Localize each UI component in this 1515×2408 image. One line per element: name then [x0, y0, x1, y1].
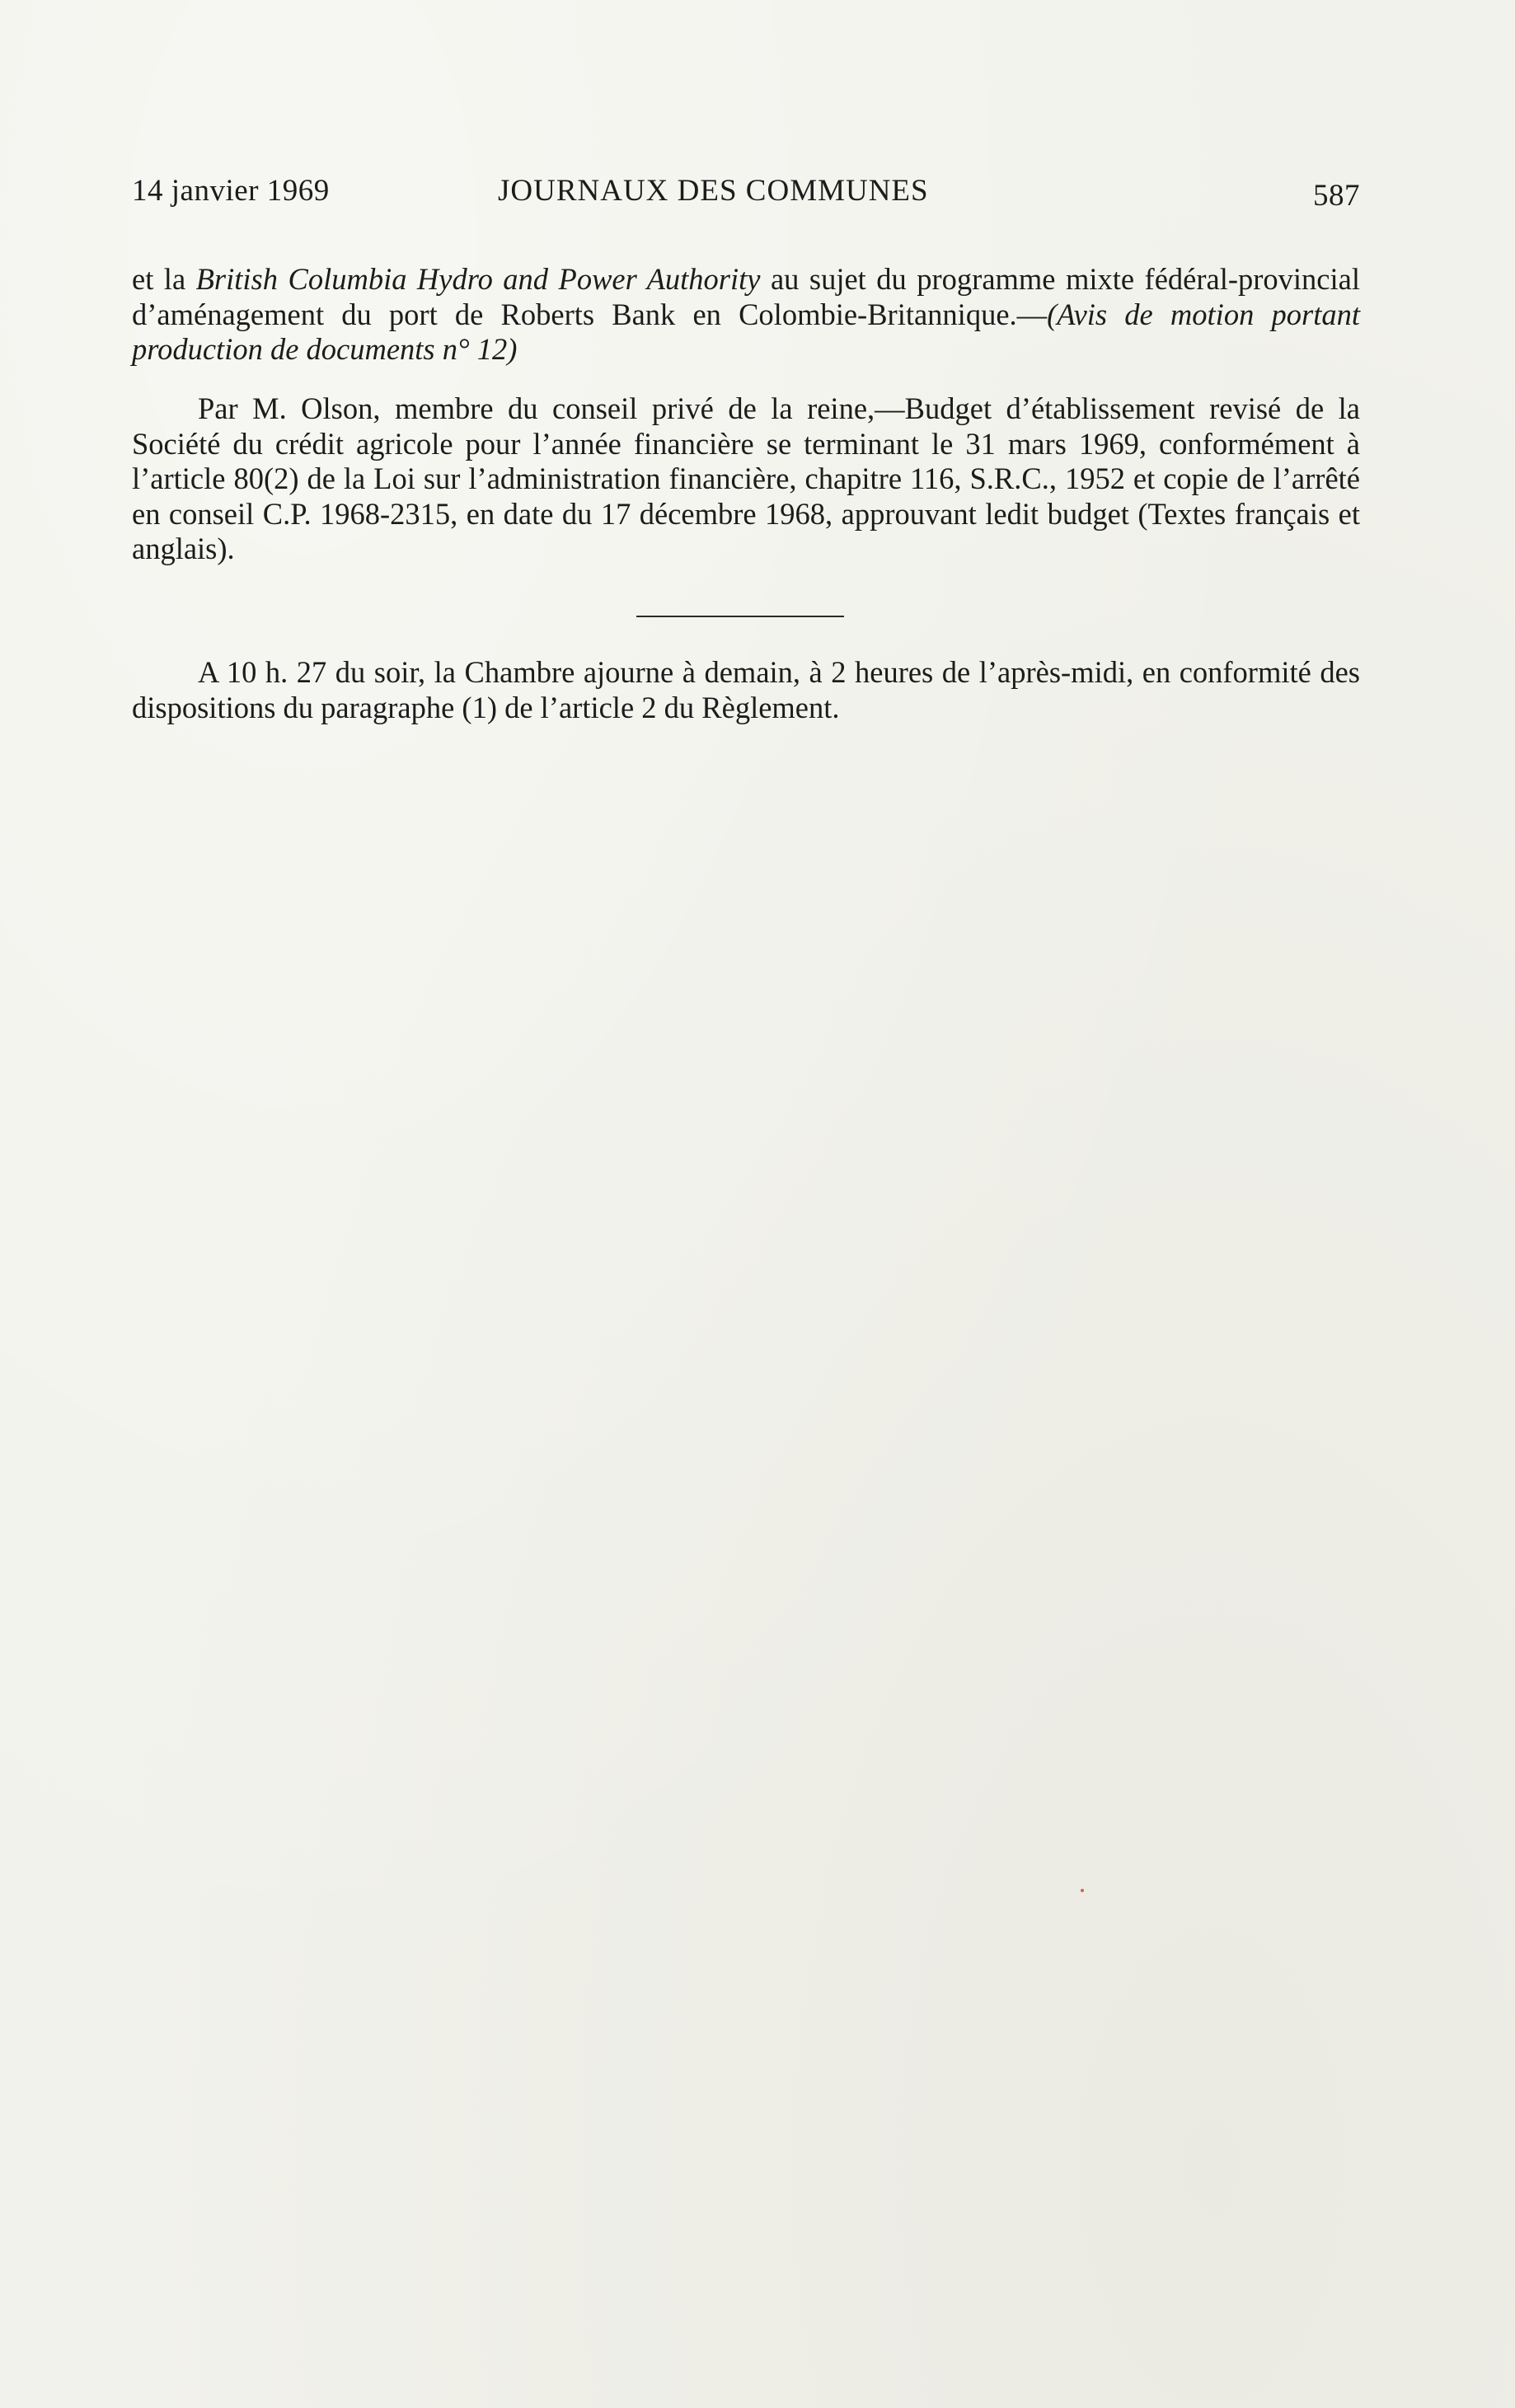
page-number: 587: [1313, 179, 1360, 213]
paragraph-continued: [132, 262, 1360, 368]
paragraph-adjournment: [132, 655, 1360, 725]
header-date: 14 janvier 1969: [132, 174, 330, 208]
paragraph-budget: [132, 391, 1360, 567]
paragraph-text: Par M. Olson, membre du conseil privé de la reine,—Budget d’établissement revisé de la Société du crédit agricole pour l’année financière se terminant le 31 mars 1969, conformément à l’article 80(2) de la Loi sur l’administration financière, chapitre 116, S.R.C., 1952 et copie de l’arrêté en conseil C.P. 1968-2315, en date du 17 décembre 1968, approuvant ledit budget (Textes français et anglais).: [132, 391, 1360, 565]
journal-title: JOURNAUX DES COMMUNES: [498, 174, 929, 208]
paragraph-text: A 10 h. 27 du soir, la Chambre ajourne à demain, à 2 heures de l’après-midi, en conformité des dispositions du paragraphe (1) de l’article 2 du Règlement.: [132, 655, 1360, 724]
section-divider: [636, 616, 844, 617]
page-header: [132, 173, 1360, 214]
text-run: et la: [132, 262, 196, 296]
italic-note: (Avis de motion portant production de documents n° 12): [132, 297, 1360, 366]
text-run: au sujet du programme mixte fédéral-provincial d’aménagement du port de Roberts Bank en Colombie-Britannique.—: [132, 262, 1360, 331]
paper-speck: [1081, 1889, 1084, 1892]
italic-run: British Columbia Hydro and Power Authority: [195, 262, 761, 296]
